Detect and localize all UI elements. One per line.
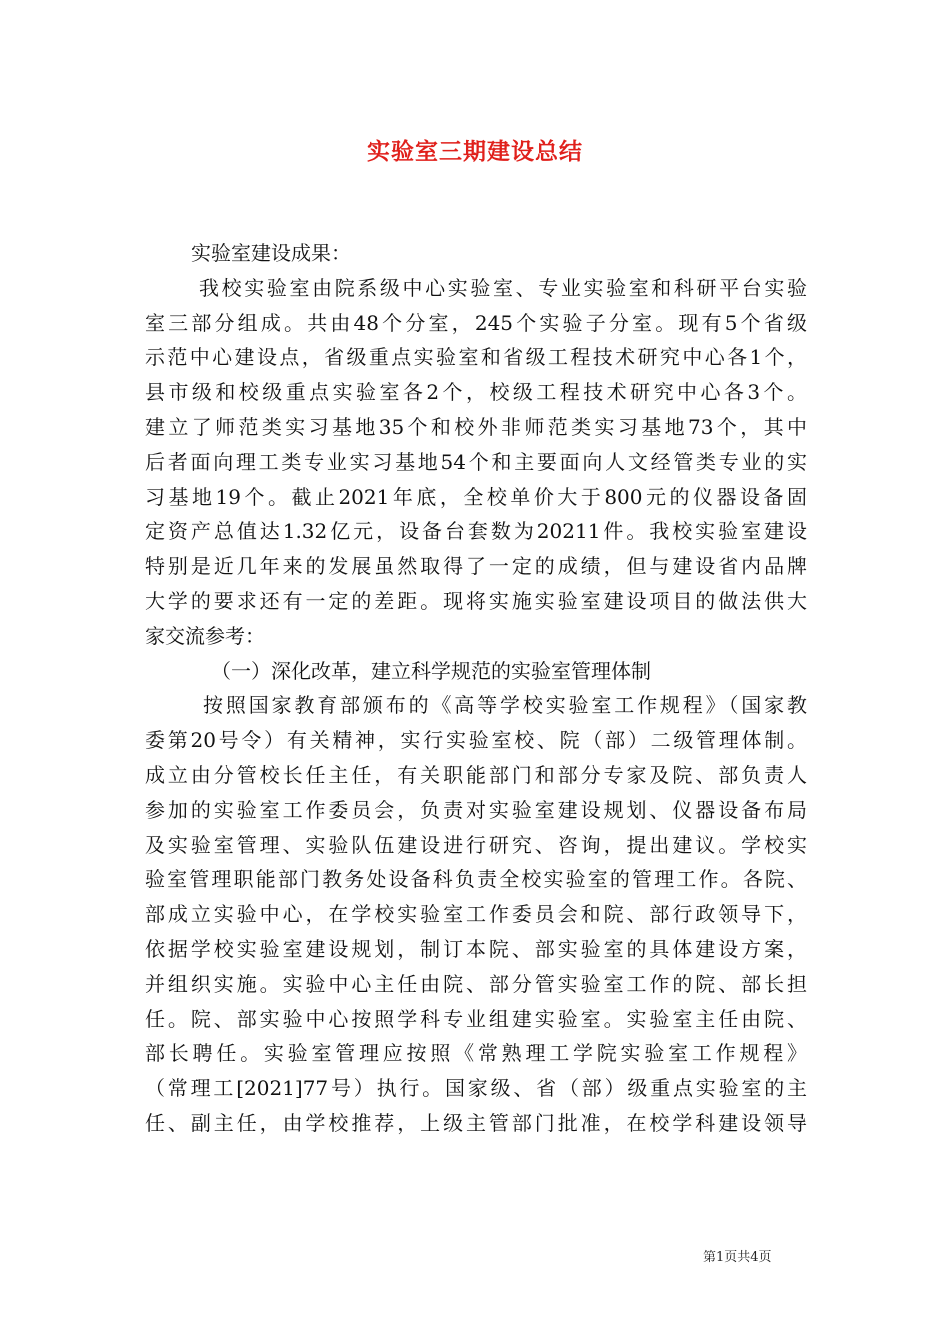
- section-heading-reform: （一）深化改革，建立科学规范的实验室管理体制: [211, 658, 651, 683]
- paragraph-line: 建立了师范类实习基地35个和校外非师范类实习基地73个，其中: [145, 414, 807, 439]
- paragraph-line: 并组织实施。实验中心主任由院、部分管实验室工作的院、部长担: [145, 971, 807, 996]
- page-number-footer: 第1页共4页: [703, 1250, 772, 1265]
- paragraph-line: 按照国家教育部颁布的《高等学校实验室工作规程》（国家教: [203, 693, 807, 718]
- section-heading-achievements: 实验室建设成果：: [191, 241, 351, 265]
- paragraph-line: 特别是近几年来的发展虽然取得了一定的成绩，但与建设省内品牌: [145, 554, 807, 579]
- paragraph-line: 及实验室管理、实验队伍建设进行研究、咨询，提出建议。学校实: [145, 832, 807, 857]
- paragraph-line: （常理工[2021]77号）执行。国家级、省（部）级重点实验室的主: [145, 1076, 807, 1101]
- paragraph-line: 后者面向理工类专业实习基地54个和主要面向人文经管类专业的实: [145, 449, 807, 474]
- paragraph-line: 任。院、部实验中心按照学科专业组建实验室。实验室主任由院、: [145, 1006, 807, 1031]
- paragraph-line: 定资产总值达1.32亿元，设备台套数为20211件。我校实验室建设: [145, 519, 807, 544]
- paragraph-line: 任、副主任，由学校推荐，上级主管部门批准，在校学科建设领导: [145, 1110, 807, 1135]
- paragraph-line: 家交流参考：: [145, 623, 265, 648]
- paragraph-line: 大学的要求还有一定的差距。现将实施实验室建设项目的做法供大: [145, 588, 807, 613]
- paragraph-line: 示范中心建设点，省级重点实验室和省级工程技术研究中心各1个，: [145, 345, 807, 370]
- paragraph-line: 验室管理职能部门教务处设备科负责全校实验室的管理工作。各院、: [145, 867, 807, 892]
- paragraph-line: 部长聘任。实验室管理应按照《常熟理工学院实验室工作规程》: [145, 1041, 807, 1066]
- paragraph-line: 我校实验室由院系级中心实验室、专业实验室和科研平台实验: [199, 275, 807, 300]
- document-title: 实验室三期建设总结: [367, 138, 583, 165]
- paragraph-line: 部成立实验中心，在学校实验室工作委员会和院、部行政领导下，: [145, 902, 807, 927]
- document-body: [145, 236, 807, 1141]
- paragraph-line: 习基地19个。截止2021年底，全校单价大于800元的仪器设备固: [145, 484, 807, 509]
- paragraph-line: 室三部分组成。共由48个分室，245个实验子分室。现有5个省级: [145, 310, 807, 335]
- paragraph-line: 成立由分管校长任主任，有关职能部门和部分专家及院、部负责人: [145, 762, 807, 787]
- paragraph-line: 依据学校实验室建设规划，制订本院、部实验室的具体建设方案，: [145, 936, 807, 961]
- paragraph-line: 参加的实验室工作委员会，负责对实验室建设规划、仪器设备布局: [145, 797, 807, 822]
- paragraph-line: 县市级和校级重点实验室各2个，校级工程技术研究中心各3个。: [145, 380, 807, 405]
- paragraph-line: 委第20号令）有关精神，实行实验室校、院（部）二级管理体制。: [145, 728, 807, 753]
